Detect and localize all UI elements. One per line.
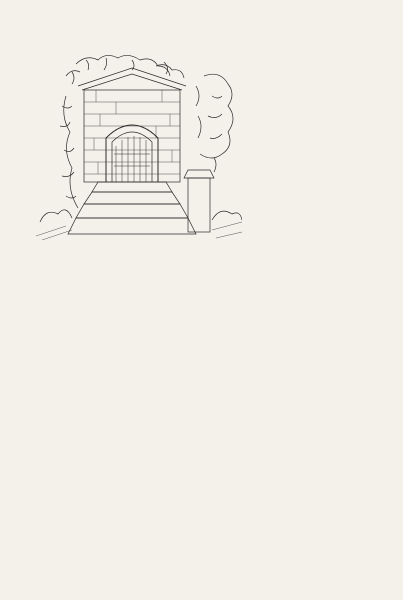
- entrance-sketch: [36, 46, 242, 242]
